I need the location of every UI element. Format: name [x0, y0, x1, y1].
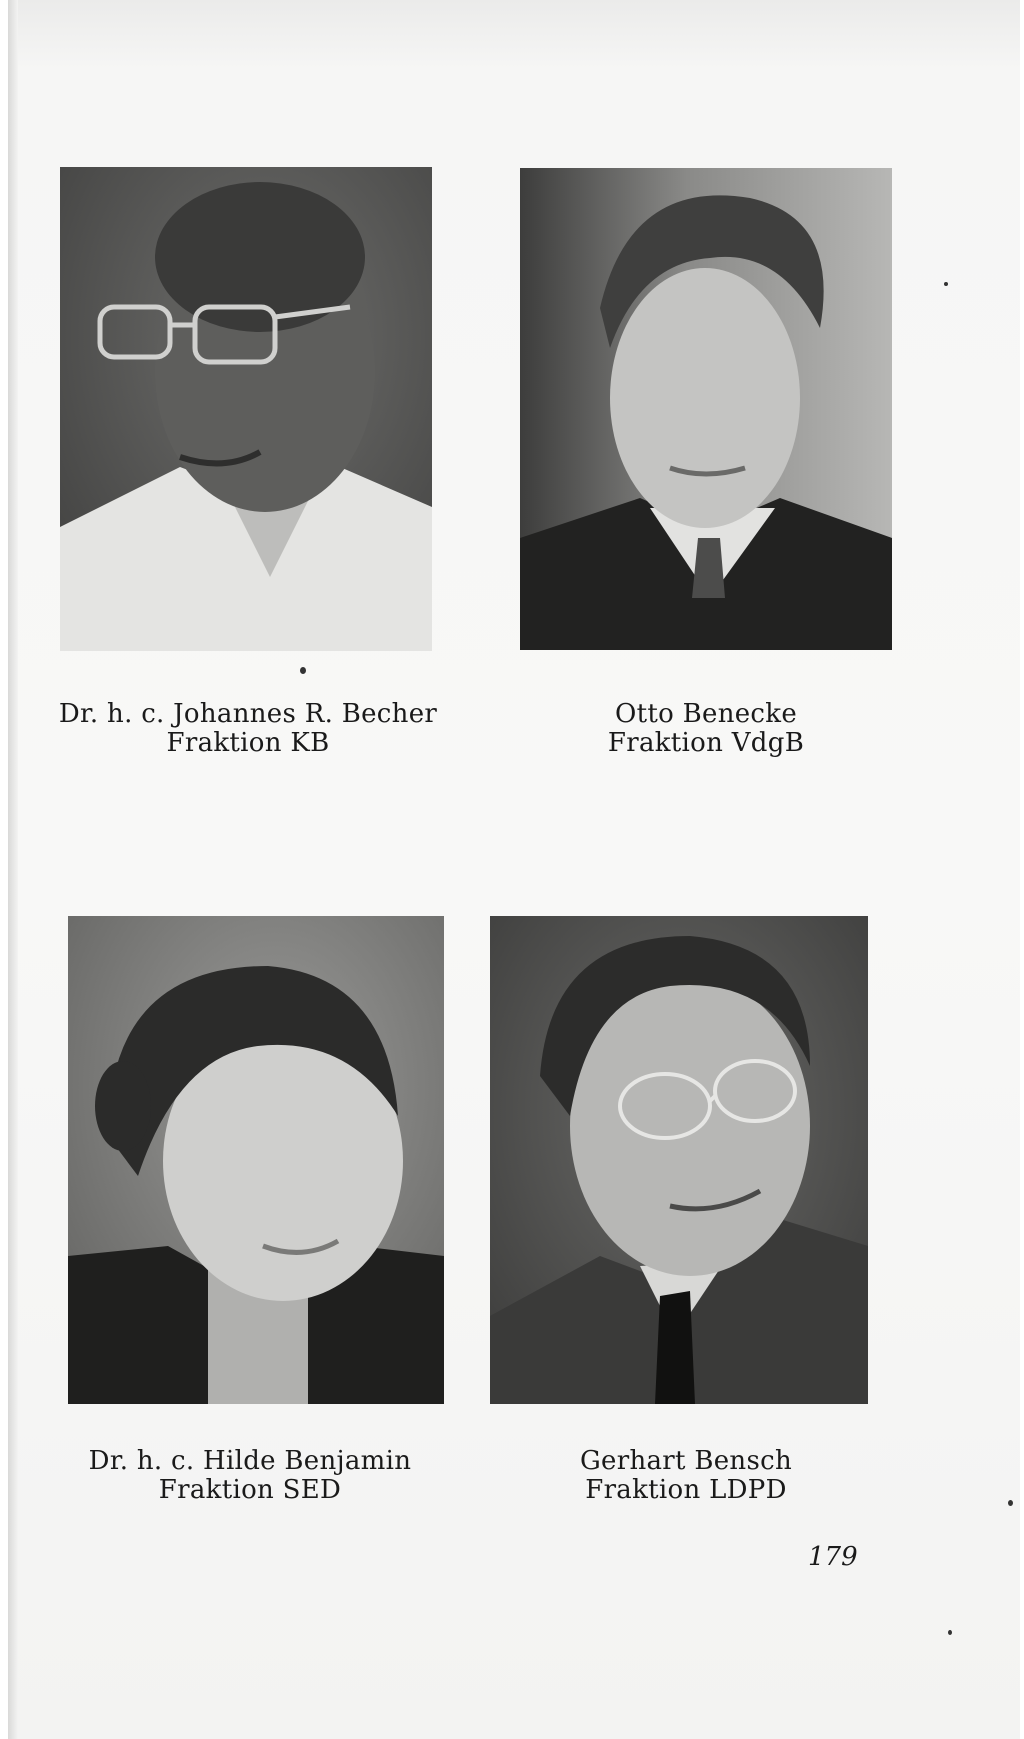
caption-benjamin: [50, 1447, 450, 1505]
portrait-photo-benjamin: [68, 916, 444, 1404]
portrait-name: Dr. h. c. Johannes R. Becher: [58, 699, 438, 729]
print-speck: [1008, 1500, 1013, 1506]
portrait-faction: Fraktion SED: [158, 1475, 342, 1505]
portrait-name: Dr. h. c. Hilde Benjamin: [88, 1446, 412, 1476]
portrait-faction: Fraktion KB: [166, 728, 330, 758]
book-page: [8, 0, 1020, 1739]
portrait-faction: Fraktion LDPD: [585, 1475, 787, 1505]
page-edge: [8, 0, 18, 1739]
portrait-photo-bensch: [490, 916, 868, 1404]
print-speck: [948, 1630, 952, 1635]
portrait-faction: Fraktion VdgB: [607, 728, 805, 758]
portrait-name: Gerhart Bensch: [579, 1446, 793, 1476]
caption-benecke: [506, 700, 906, 758]
print-speck: [944, 282, 948, 286]
print-speck: [300, 667, 306, 674]
page-number: 179: [808, 1542, 858, 1572]
caption-becher: [48, 700, 448, 758]
portrait-name: Otto Benecke: [614, 699, 798, 729]
portrait-photo-becher: [60, 167, 432, 651]
caption-bensch: [486, 1447, 886, 1505]
portrait-photo-benecke: [520, 168, 892, 650]
